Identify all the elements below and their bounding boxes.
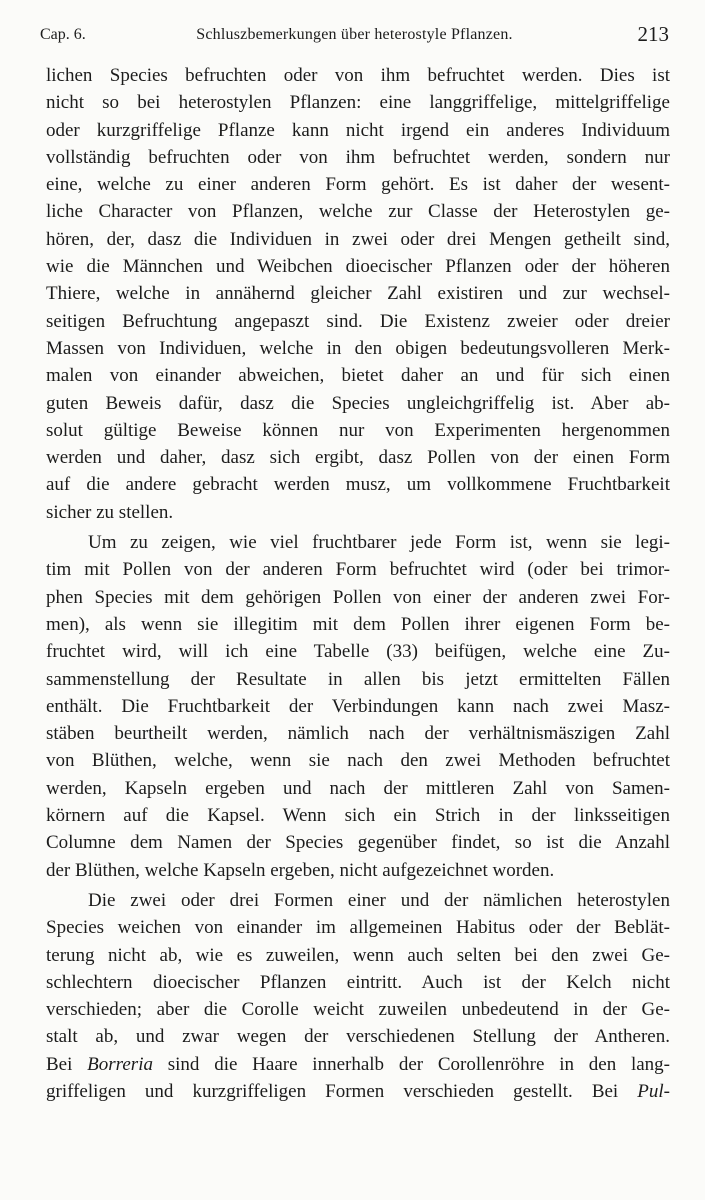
running-title: Schluszbemerkungen über heterostyle Pflanzen. [196, 26, 513, 43]
italic-genus-name: Borreria [87, 1053, 153, 1075]
text-line: eine, welche zu einer anderen Form gehört. Es ist daher der wesent- [46, 174, 670, 196]
text-line: malen von einander abweichen, bietet daher an und für sich einen [46, 365, 670, 387]
body-text [46, 62, 670, 1105]
text-line: seitigen Befruchtung angepaszt sind. Die Existenz zweier oder dreier [46, 310, 670, 332]
text-line: enthält. Die Fruchtbarkeit der Verbindungen kann nach zwei Masz- [46, 695, 670, 717]
text-line: werden, Kapseln ergeben und nach der mittleren Zahl von Samen- [46, 777, 670, 799]
text-line: guten Beweis dafür, dasz die Species ungleichgriffelig ist. Aber ab- [46, 392, 670, 414]
text-span: sind die Haare innerhalb der Corollenröhre in den lang- [167, 1053, 671, 1075]
text-line: vollständig befruchten oder von ihm befruchtet werden, sondern nur [46, 146, 670, 168]
chapter-label: Cap. 6. [40, 26, 86, 43]
text-line: fruchtet wird, will ich eine Tabelle (33) beifügen, welche eine Zu- [46, 641, 670, 663]
text-line: tim mit Pollen von der anderen Form befruchtet wird (oder bei trimor- [46, 559, 670, 581]
text-line: hören, der, dasz die Individuen in zwei oder drei Mengen getheilt sind, [46, 228, 670, 250]
text-line: verschieden; aber die Corolle weicht zuweilen unbedeutend in der Ge- [46, 999, 670, 1021]
text-line: liche Character von Pflanzen, welche zur Classe der Heterostylen ge- [46, 201, 670, 223]
text-line: Columne dem Namen der Species gegenüber findet, so ist die Anzahl [46, 832, 670, 854]
text-line: sicher zu stellen. [46, 501, 174, 523]
text-line: Massen von Individuen, welche in den obigen bedeutungsvolleren Merk- [46, 337, 670, 359]
text-line: wie die Männchen und Weibchen dioecischer Pflanzen oder der höheren [46, 256, 670, 278]
italic-genus-name: Pul- [637, 1080, 671, 1102]
text-line: auf die andere gebracht werden musz, um vollkommene Fruchtbarkeit [46, 474, 670, 496]
text-line: der Blüthen, welche Kapseln ergeben, nicht aufgezeichnet worden. [46, 859, 555, 881]
text-line: phen Species mit dem gehörigen Pollen von einer der anderen zwei For- [46, 586, 670, 608]
text-line: schlechtern dioecischer Pflanzen eintritt. Auch ist der Kelch nicht [46, 971, 670, 993]
text-line: sammenstellung der Resultate in allen bis jetzt ermittelten Fällen [46, 668, 670, 690]
text-line: men), als wenn sie illegitim mit dem Pollen ihrer eigenen Form be- [46, 613, 670, 635]
page-number: 213 [637, 22, 669, 46]
text-line: Um zu zeigen, wie viel fruchtbarer jede Form ist, wenn sie legi- [88, 532, 670, 554]
text-line: lichen Species befruchten oder von ihm befruchtet werden. Dies ist [46, 65, 670, 86]
text-line [46, 1051, 670, 1078]
running-header [40, 22, 669, 48]
text-line: werden und daher, dasz sich ergibt, dasz Pollen von der einen Form [46, 447, 670, 469]
text-line: Species weichen von einander im allgemeinen Habitus oder der Beblät- [46, 917, 670, 939]
text-line: körnern auf die Kapsel. Wenn sich ein Strich in der linksseitigen [46, 805, 670, 827]
text-line: oder kurzgriffelige Pflanze kann nicht irgend ein anderes Individuum [46, 119, 670, 141]
text-line [46, 1078, 670, 1105]
text-line: nicht so bei heterostylen Pflanzen: eine langgriffelige, mittelgriffelige [46, 92, 670, 114]
text-line: stäben beurtheilt werden, nämlich nach der verhältnismäszigen Zahl [46, 723, 670, 745]
text-line: Die zwei oder drei Formen einer und der nämlichen heterostylen [88, 889, 670, 911]
text-line: stalt ab, und zwar wegen der verschiedenen Stellung der Antheren. [46, 1026, 670, 1048]
text-span: Bei [46, 1053, 73, 1075]
text-line: solut gültige Beweise können nur von Experimenten hergenommen [46, 419, 670, 441]
text-line: von Blüthen, welche, wenn sie nach den zwei Methoden befruchtet [46, 750, 670, 772]
text-span: griffeligen und kurzgriffeligen Formen verschieden gestellt. Bei [46, 1080, 619, 1102]
text-line: terung nicht ab, wie es zuweilen, wenn auch selten bei den zwei Ge- [46, 944, 670, 966]
text-line: Thiere, welche in annähernd gleicher Zahl existiren und zur wechsel- [46, 283, 670, 305]
